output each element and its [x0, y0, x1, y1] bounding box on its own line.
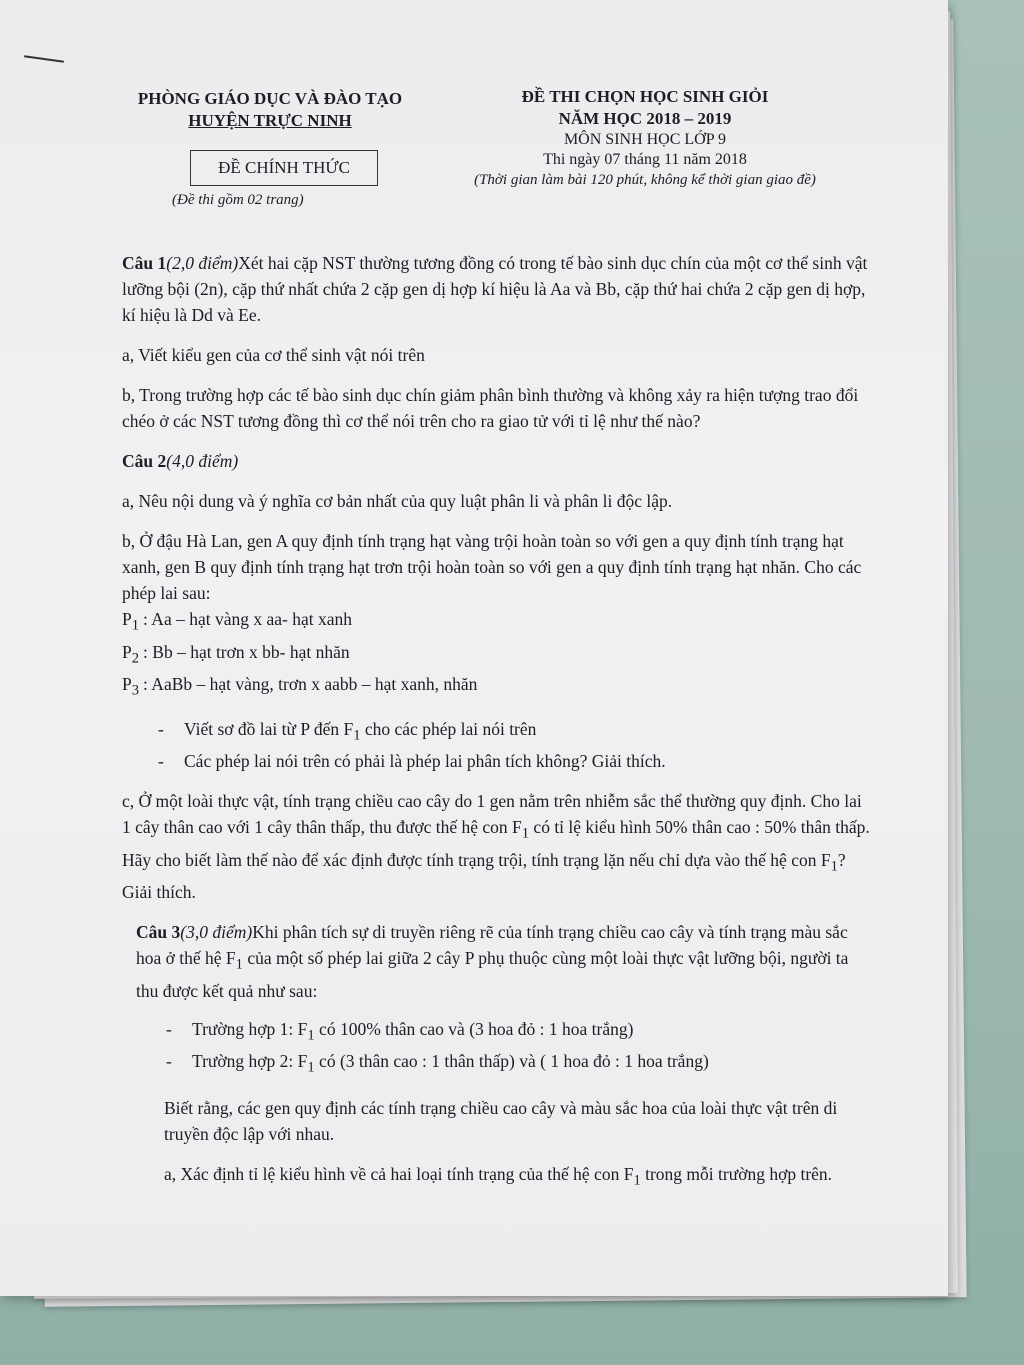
q3-points: (3,0 điểm) — [180, 922, 253, 942]
header-right — [440, 86, 850, 190]
q1-title: Câu 1 — [122, 253, 167, 273]
q3-case-list — [166, 1016, 870, 1081]
q2-part-c: c, Ở một loài thực vật, tính trạng chiều cao cây do 1 gen nằm trên nhiễm sắc thể thường quy định. Cho lai 1 cây thân cao với 1 cây thân thấp, thu được thế hệ con $F_1$ có tỉ lệ kiểu hình 50% thân cao : 50% thân thấp. Hãy cho biết làm thế nào để xác định được tính trạng trội, tính trạng lặn nếu chỉ dựa vào thế hệ con $F_1$? Giải thích. — [122, 791, 870, 902]
q3-note: Biết rằng, các gen quy định các tính trạng chiều cao cây và màu sắc hoa của loài thực vật trên di truyền độc lập với nhau. — [164, 1097, 838, 1144]
question-3: Câu 3(3,0 điểm)Khi phân tích sự di truyền riêng rẽ của tính trạng chiều cao cây và tính trạng màu sắc hoa ở thế hệ $F_1$ của một số phép lai giữa 2 cây P phụ thuộc cùng một loài thực vật lưỡng bội, người ta thu được kết quả như sau: — [136, 922, 849, 1001]
q1-points: (2,0 điểm) — [166, 253, 239, 273]
pages-note: (Đề thi gồm 02 trang) — [172, 192, 304, 208]
q2-task-list — [158, 716, 870, 775]
q2-part-a: a, Nêu nội dung và ý nghĩa cơ bản nhất của quy luật phân li và phân li độc lập. — [122, 491, 673, 511]
pen-mark — [24, 55, 64, 63]
q2-part-b: b, Ở đậu Hà Lan, gen A quy định tính trạng hạt vàng trội hoàn toàn so với gen a quy định tính trạng hạt xanh, gen B quy định tính trạng hạt trơn trội hoàn toàn so với gen a quy định tính trạng hạt nhăn. Cho các phép lai sau: — [122, 531, 862, 603]
exam-body — [122, 250, 870, 1193]
time-note: (Thời gian làm bài 120 phút, không kể thời gian giao đề) — [474, 172, 816, 188]
q1-part-a: a, Viết kiểu gen của cơ thể sinh vật nói trên — [122, 345, 425, 365]
official-label: ĐỀ CHÍNH THỨC — [190, 150, 378, 186]
cross-p3: $P_3$ : AaBb – hạt vàng, trơn x aabb – hạt xanh, nhăn — [122, 674, 478, 699]
exam-date: Thi ngày 07 tháng 11 năm 2018 — [543, 151, 747, 168]
q3-part-a: a, Xác định tỉ lệ kiểu hình về cả hai loại tính trạng của thế hệ con $F_1$ trong mỗi trường hợp trên. — [164, 1163, 833, 1188]
cross-p1: $P_1$ : Aa – hạt vàng x aa- hạt xanh — [122, 609, 352, 634]
exam-title: ĐỀ THI CHỌN HỌC SINH GIỎI — [521, 87, 769, 106]
list-item: - Các phép lai nói trên có phải là phép lai phân tích không? Giải thích. — [158, 748, 870, 774]
question-2-heading — [122, 448, 870, 474]
q3-title: Câu 3 — [136, 922, 181, 942]
q2-points: (4,0 điểm) — [166, 451, 239, 471]
q1-text: Xét hai cặp NST thường tương đồng có trong tế bào sinh dục chín của một cơ thể sinh vật lưỡng bội (2n), cặp thứ nhất chứa 2 cặp gen dị hợp kí hiệu là Aa và Bb, cặp thứ hai chứa 2 cặp gen dị hợp, kí hiệu là Dd và Ee. — [122, 253, 868, 325]
q2-title: Câu 2 — [122, 451, 167, 471]
school-year: NĂM HỌC 2018 – 2019 — [558, 109, 732, 128]
list-item: - Viết sơ đồ lai từ P đến $F_1$ cho các phép lai nói trên — [158, 716, 870, 749]
district-name: HUYỆN TRỰC NINH — [188, 111, 352, 130]
list-item: - Trường hợp 2: $F_1$ có (3 thân cao : 1 thân thấp) và ( 1 hoa đỏ : 1 hoa trắng) — [166, 1048, 870, 1081]
subject: MÔN SINH HỌC LỚP 9 — [563, 131, 727, 148]
question-1 — [122, 250, 870, 328]
department-name: PHÒNG GIÁO DỤC VÀ ĐÀO TẠO — [137, 89, 403, 108]
cross-p2: $P_2$ : Bb – hạt trơn x bb- hạt nhăn — [122, 641, 350, 666]
list-item: - Trường hợp 1: $F_1$ có 100% thân cao và (3 hoa đỏ : 1 hoa trắng) — [166, 1016, 870, 1049]
header-left — [130, 88, 410, 132]
q1-part-b: b, Trong trường hợp các tế bào sinh dục chín giảm phân bình thường và không xảy ra hiện tượng trao đổi chéo ở các NST tương đồng thì cơ thể nói trên cho ra giao tử với tỉ lệ như thế nào? — [122, 385, 859, 431]
